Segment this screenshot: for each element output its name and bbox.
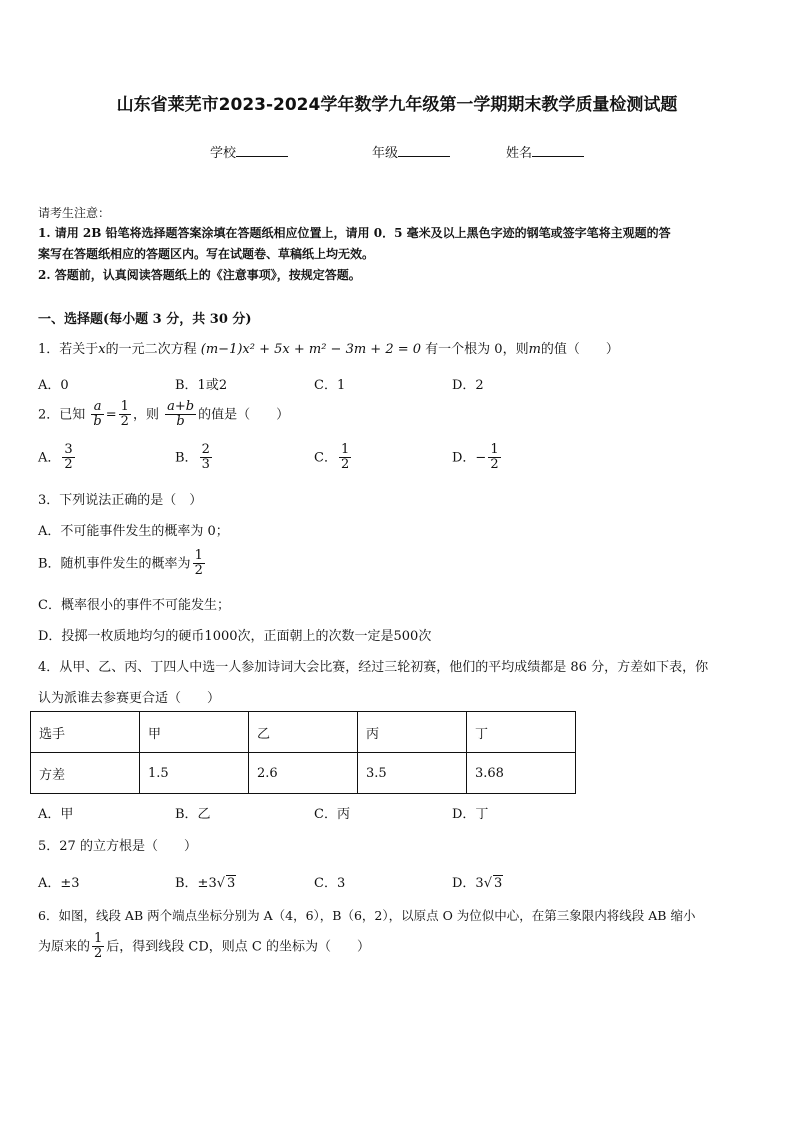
q5-option-c[interactable]: C．3 [314,876,346,891]
school-field[interactable] [210,142,288,161]
table-cell: 方差 [31,753,140,794]
question-4-stem-line2: 认为派谁去参赛更合适（ ） [38,691,221,706]
q1-option-d[interactable]: D．2 [452,378,484,393]
q3-option-d[interactable]: D．投掷一枚质地均匀的硬币1000次，正面朝上的次数一定是500次 [38,629,432,644]
q2-fraction-1-2: $\frac{1}{2}$ [120,399,129,430]
table-cell: 丙 [358,712,467,753]
table-cell: 丁 [467,712,576,753]
grade-blank[interactable] [398,144,450,157]
table-row [31,753,576,794]
sqrt-icon: √ [216,876,226,891]
table-cell: 3.5 [358,753,467,794]
q5-option-a[interactable]: A．±3 [38,876,80,891]
name-label: 姓名 [506,146,533,161]
notice-heading: 请考生注意： [38,206,111,220]
q4-option-a[interactable]: A．甲 [38,807,74,822]
page-title: 山东省莱芜市2023-2024学年数学九年级第一学期期末教学质量检测试题 [116,95,678,115]
q4-option-c[interactable]: C．丙 [314,807,350,822]
q2-option-b[interactable]: B． $\frac{2}{3}$ [175,442,210,473]
question-4-stem-line1: 4．从甲、乙、丙、丁四人中选一人参加诗词大会比赛，经过三轮初赛，他们的平均成绩都是 86 分，方差如下表，你 [38,660,709,675]
q1-option-a[interactable]: A．0 [38,378,69,393]
sqrt-icon: √ [483,876,492,891]
q4-option-b[interactable]: B．乙 [175,807,211,822]
notice-line2: 2. 答题前，认真阅读答题纸上的《注意事项》，按规定答题。 [38,268,361,282]
q2-option-a[interactable]: A． $\frac{3}{2}$ [38,442,73,473]
q1-option-b[interactable]: B．1或2 [175,378,228,393]
school-label: 学校 [210,146,237,161]
table-cell: 甲 [140,712,249,753]
q3-option-b[interactable]: B．随机事件发生的概率为 $\frac{1}{2}$ [38,548,203,579]
q2-option-d[interactable]: D．− $\frac{1}{2}$ [452,442,499,473]
q2-fraction-a-b: $\frac{a}{b}$ [93,399,102,430]
table-cell: 选手 [31,712,140,753]
grade-field[interactable] [372,142,450,161]
q5-option-d[interactable]: D．3√ 3 [452,876,503,891]
q1-option-c[interactable]: C．1 [314,378,346,393]
question-6-stem-line1: 6．如图，线段 AB 两个端点坐标分别为 A（4，6），B（6，2），以原点 O 为位似中心，在第三象限内将线段 AB 缩小 [38,908,696,923]
name-blank[interactable] [532,144,584,157]
question-5-stem: 5．27 的立方根是（ ） [38,839,197,854]
question-6-stem-line2: 为原来的 $\frac{1}{2}$ 后，得到线段 CD，则点 C 的坐标为（ ） [38,931,371,962]
q2-fraction-apb-b: $\frac{a+b}{b}$ [167,399,195,430]
table-cell: 2.6 [249,753,358,794]
table-cell: 1.5 [140,753,249,794]
notice-line1b: 案写在答题纸相应的答题区内。写在试题卷、草稿纸上均无效。 [38,247,375,261]
q3-option-a[interactable]: A．不可能事件发生的概率为 0； [38,524,229,539]
table-cell: 3.68 [467,753,576,794]
question-3-stem: 3．下列说法正确的是（ ） [38,493,203,508]
q3-option-c[interactable]: C．概率很小的事件不可能发生； [38,598,230,613]
q4-option-d[interactable]: D．丁 [452,807,489,822]
notice-line1: 1. 请用 2B 铅笔将选择题答案涂填在答题纸相应位置上，请用 0．5 毫米及以上黑色字迹的钢笔或签字笔将主观题的答 [38,226,671,240]
table-row [31,712,576,753]
name-field[interactable] [506,142,584,161]
variance-table [30,711,576,794]
section-heading: 一、选择题(每小题 3 分，共 30 分) [38,312,252,327]
q5-option-b[interactable]: B．±3√ 3 [175,876,236,891]
table-cell: 乙 [249,712,358,753]
question-1-stem: 1．若关于x的一元二次方程 (m−1)x² + 5x + m² − 3m + 2 = 0 有一个根为 0，则m的值（ ） [38,342,619,357]
school-blank[interactable] [236,144,288,157]
question-2-stem: 2．已知 $\frac{a}{b}$ = $\frac{1}{2}$ ，则 $\frac{a+b}{b}$ 的值是（ ） [38,399,290,430]
grade-label: 年级 [372,146,399,161]
question-1-equation: (m−1)x² + 5x + m² − 3m + 2 = 0 [200,342,422,357]
q2-option-c[interactable]: C． $\frac{1}{2}$ [314,442,350,473]
